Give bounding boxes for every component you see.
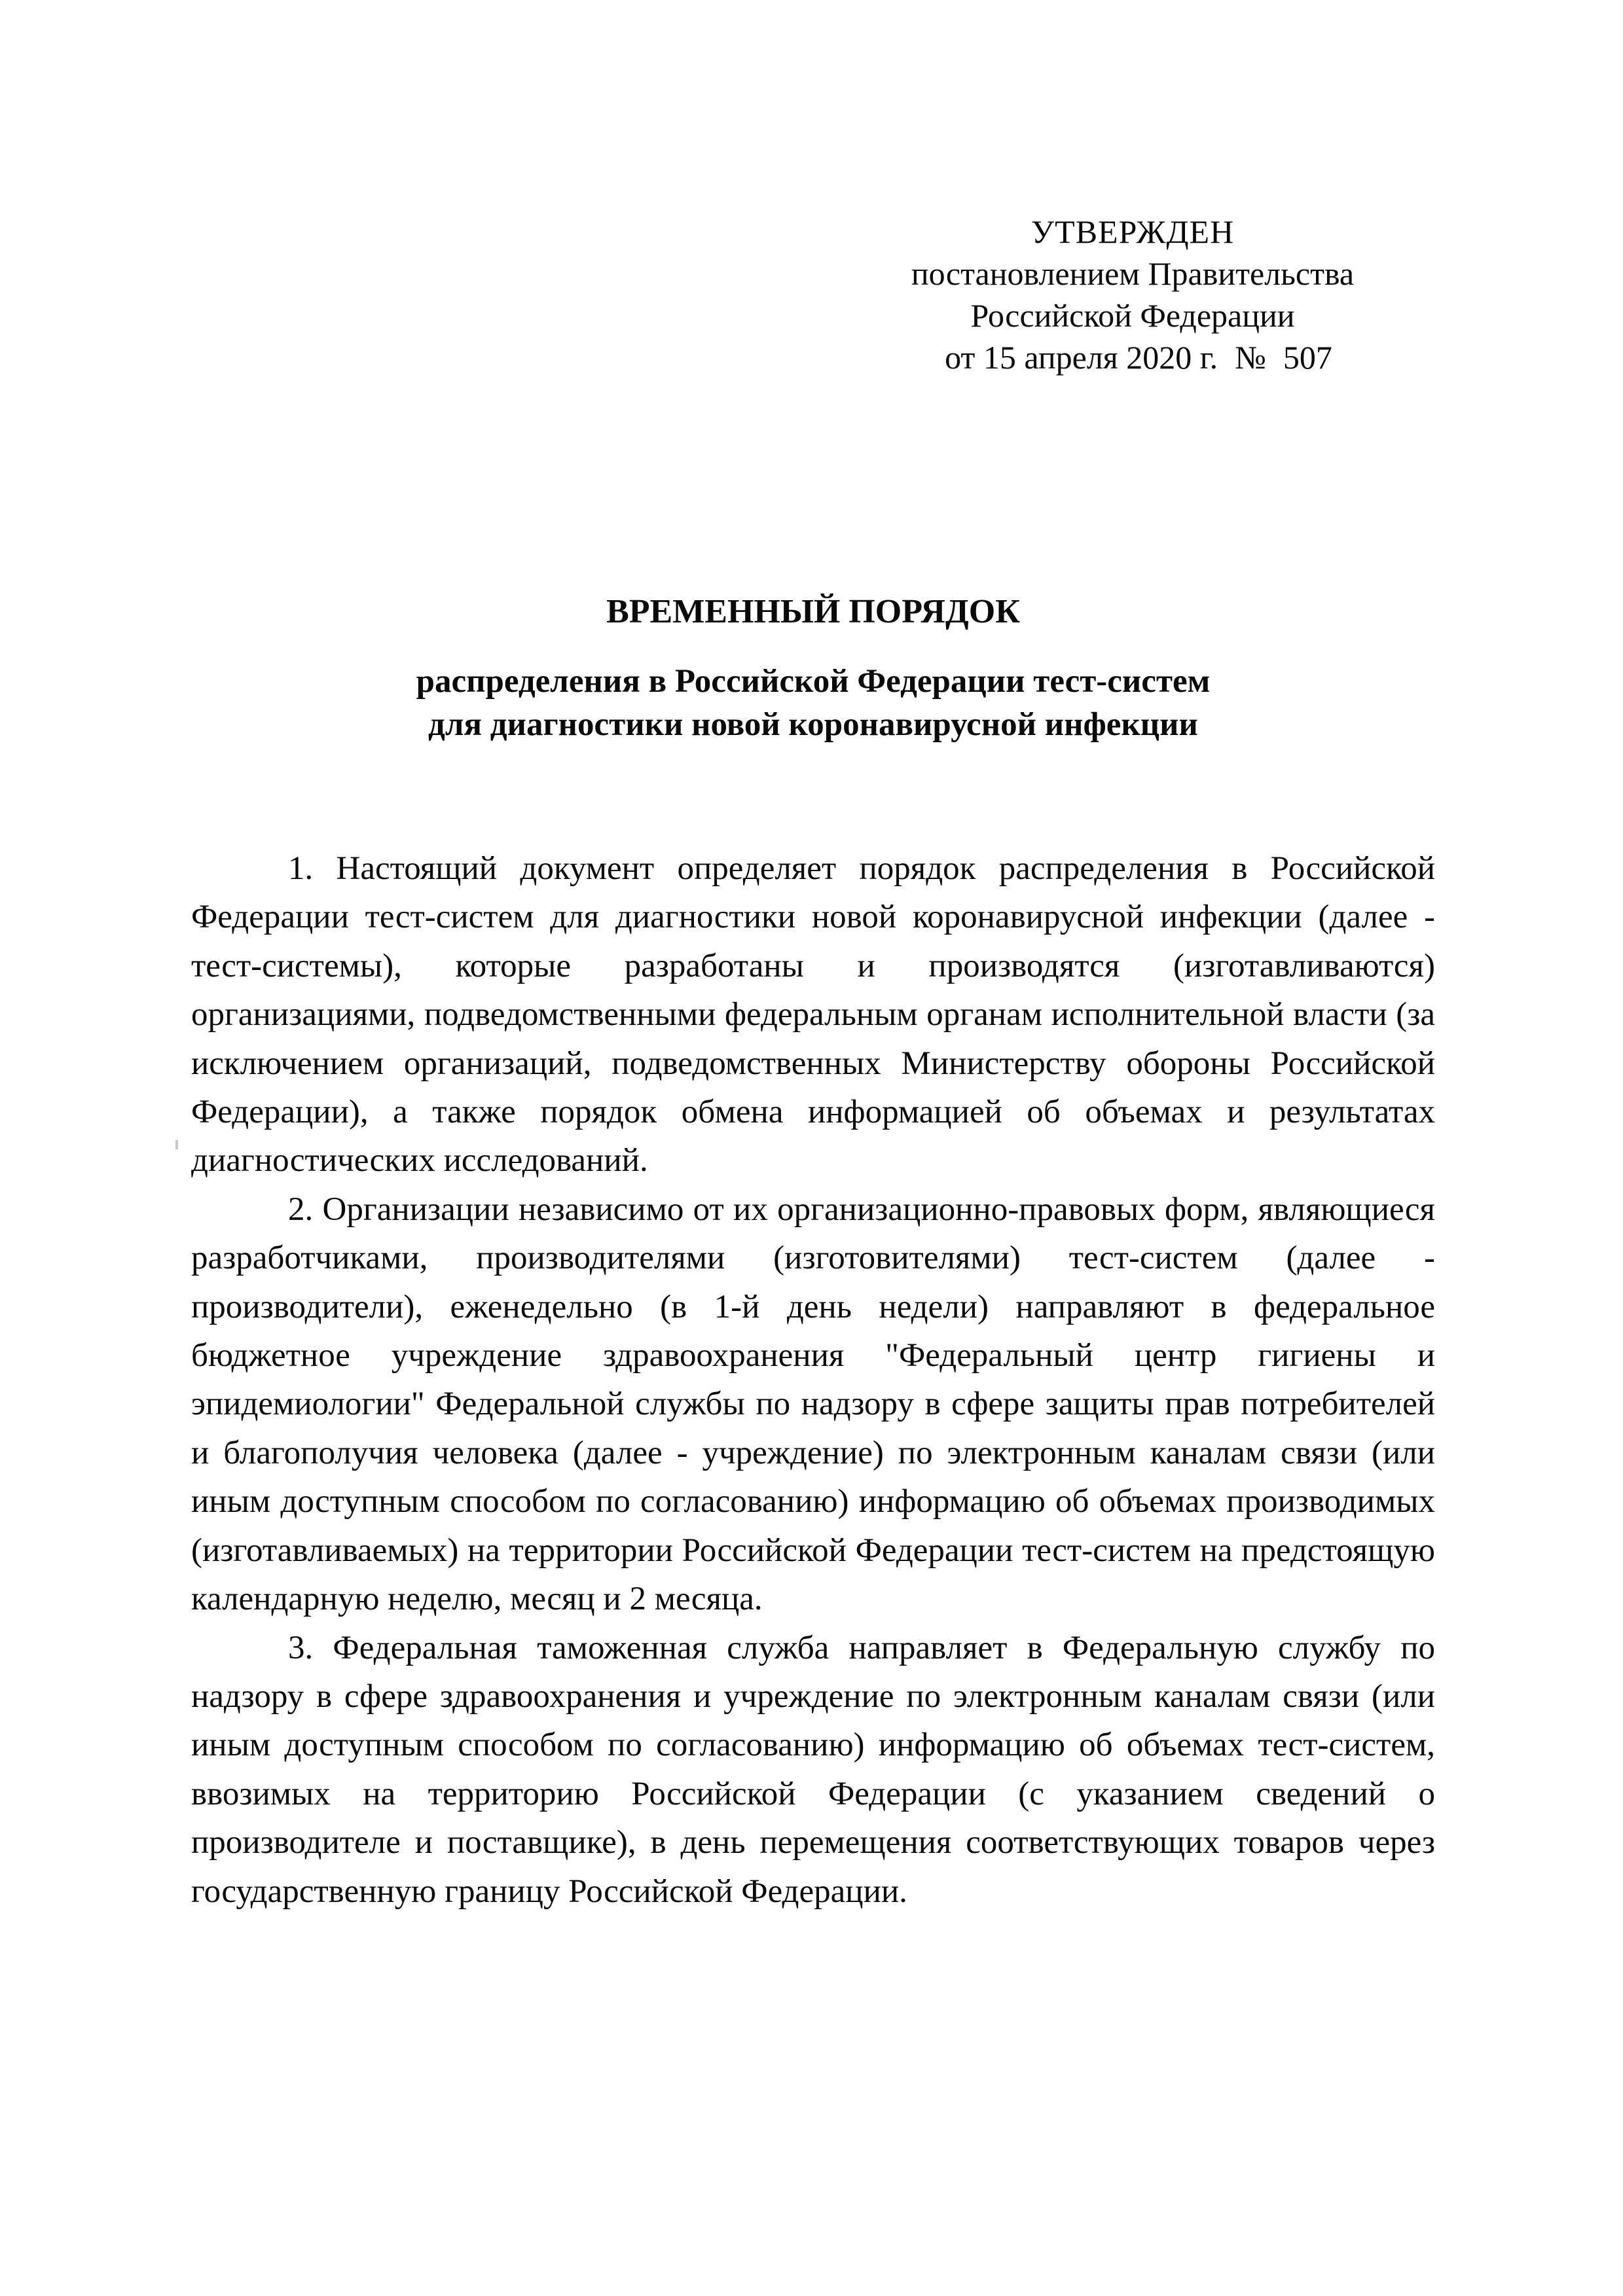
approval-block xyxy=(845,211,1421,378)
document-subtitle-line-1: распределения в Российской Федерации тест-систем xyxy=(416,663,1211,700)
document-body xyxy=(191,844,1435,1916)
approval-title: УТВЕРЖДЕН xyxy=(1030,213,1235,250)
approval-line-1: постановлением Правительства xyxy=(911,255,1355,292)
document-subtitle xyxy=(191,660,1435,746)
paragraph-1: 1. Настоящий документ определяет порядок распределения в Российской Федерации тест-систем для диагностики новой коронавирусной инфекции (далее - тест-системы), которые разработаны и производятся (изготавливаются) организациями, подведомственными федеральным органам исполнительной власти (за исключением организаций, подведомственных Министерству обороны Российской Федерации), а также порядок обмена информацией об объемах и результатах диагностических исследований. xyxy=(191,850,1435,1179)
paragraph-3: 3. Федеральная таможенная служба направляет в Федеральную службу по надзору в сфере здравоохранения и учреждение по электронным каналам связи (или иным доступным способом по согласованию) информацию об объемах тест-систем, ввозимых на территорию Российской Федерации (с указанием сведений о производителе и поставщике), в день перемещения соответствующих товаров через государственную границу Российской Федерации. xyxy=(191,1629,1435,1910)
approval-date: от 15 апреля 2020 г. xyxy=(945,339,1218,376)
document-title: ВРЕМЕННЫЙ ПОРЯДОК xyxy=(606,593,1020,630)
approval-number-label: № xyxy=(1235,339,1266,376)
approval-date-line xyxy=(845,336,1421,378)
scan-artifact xyxy=(175,1140,178,1149)
approval-line-2: Российской Федерации xyxy=(970,297,1295,334)
approval-number: 507 xyxy=(1283,339,1332,376)
document-subtitle-line-2: для диагностики новой коронавирусной инфекции xyxy=(428,706,1198,743)
paragraph-2: 2. Организации независимо от их организационно-правовых форм, являющиеся разработчиками, производителями (изготовителями) тест-систем (далее - производители), еженедельно (в 1-й день недели) направляют в федеральное бюджетное учреждение здравоохранения "Федеральный центр гигиены и эпидемиологии" Федеральной службы по надзору в сфере защиты прав потребителей и благополучия человека (далее - учреждение) по электронным каналам связи (или иным доступным способом по согласованию) информацию об объемах производимых (изготавливаемых) на территории Российской Федерации тест-систем на предстоящую календарную неделю, месяц и 2 месяца. xyxy=(191,1191,1435,1618)
